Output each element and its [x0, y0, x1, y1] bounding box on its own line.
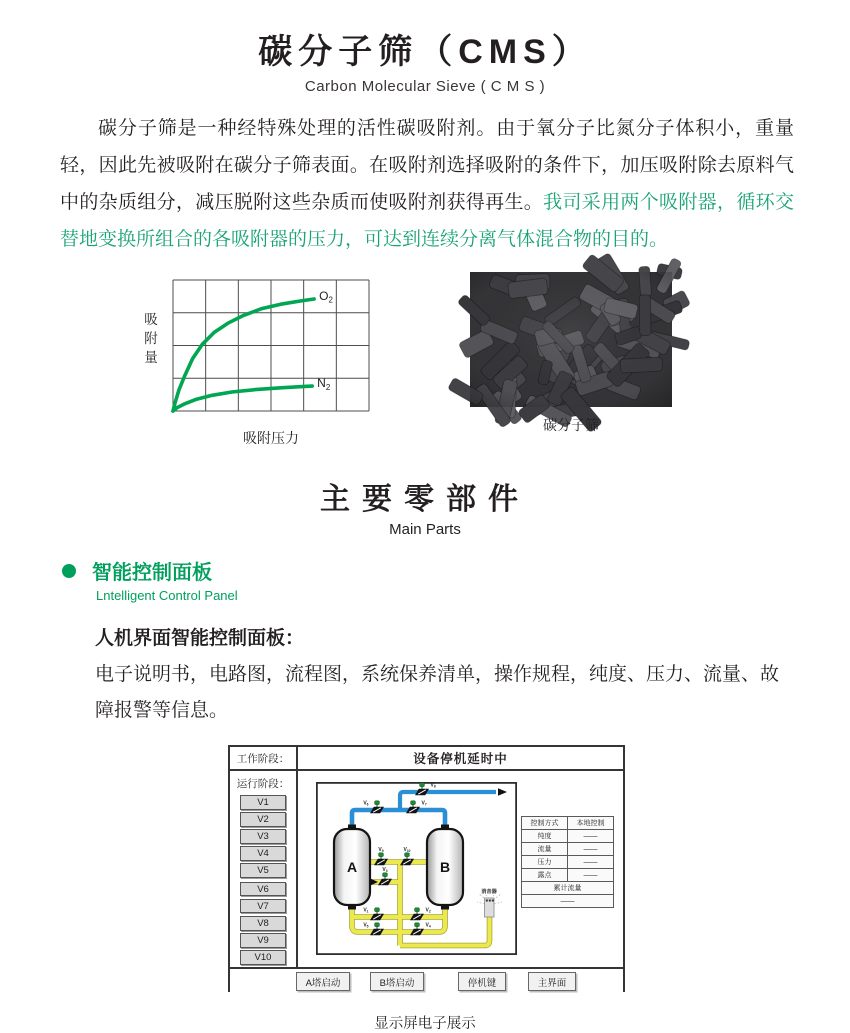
- valve-sidebar: [230, 771, 298, 967]
- control-table-cell: ——: [568, 830, 614, 843]
- valve-label-v5: $V_5$: [363, 922, 369, 929]
- silencer-label: 消音器: [481, 889, 497, 895]
- valve-button-v7[interactable]: V7: [240, 899, 286, 914]
- chart-y-axis-label: 吸附量: [144, 312, 158, 365]
- panel-desc-title: 人机界面智能控制面板：: [95, 628, 305, 649]
- tower-b-start-button[interactable]: B塔启动: [370, 972, 424, 991]
- tower-b-label: B: [439, 859, 451, 875]
- page-subtitle: Carbon Molecular Sieve ( C M S ): [304, 78, 546, 95]
- control-table-cell: 控制方式: [522, 817, 568, 830]
- valve-button-v8[interactable]: V8: [240, 916, 286, 931]
- hmi-panel: [228, 745, 625, 992]
- valve-button-v1[interactable]: V1: [240, 795, 286, 810]
- valve-button-v2[interactable]: V2: [240, 812, 286, 827]
- curve-o2: [173, 299, 314, 411]
- series-label-o2: $O_2$: [319, 288, 333, 305]
- intro-text: 碳分子筛是一种经特殊处理的活性碳吸附剂。由于氧分子比氮分子体积小，重量轻，因此先被吸附在碳分子筛表面。在吸附剂选择吸附的条件下，加压吸附除去原料气中的杂质组分，减压脱附这些杂质而使吸附剂获得再生。: [60, 118, 794, 213]
- control-table-cell: ——: [568, 843, 614, 856]
- subsection-heading-row: [62, 556, 850, 585]
- run-phase-label: 运行阶段：: [236, 778, 290, 790]
- panel-footer: [230, 967, 623, 994]
- valve-button-v3[interactable]: V3: [240, 829, 286, 844]
- main-screen-button[interactable]: 主界面: [528, 972, 576, 991]
- control-table-span-cell: ——: [522, 895, 614, 908]
- product-photo: [470, 272, 672, 407]
- valve-button-v9[interactable]: V9: [240, 933, 286, 948]
- control-table: [521, 816, 614, 908]
- piping-diagram: [316, 782, 517, 955]
- main-parts-subtitle: Main Parts: [389, 521, 461, 538]
- tower-b: [427, 825, 463, 910]
- control-table-span-cell: 累计流量: [522, 882, 614, 895]
- control-table-cell: ——: [568, 856, 614, 869]
- valve-label-v10: $V_{10}$: [403, 847, 411, 854]
- intro-highlight: 我司采用两个吸附器，循环交替地变换所组合的各吸附器的压力，可达到连续分离气体混合物的目的。: [60, 192, 794, 250]
- valve-label-v2: $V_2$: [425, 907, 431, 914]
- intro-paragraph: [60, 110, 794, 258]
- chart-x-axis-label: 吸附压力: [243, 430, 299, 446]
- panel-desc-body: 电子说明书，电路图，流程图，系统保养清单，操作规程，纯度、压力、流量、故障报警等信息。: [95, 664, 780, 721]
- tower-a-start-button[interactable]: A塔启动: [296, 972, 350, 991]
- curve-n2: [173, 386, 312, 411]
- valve-label-v9: $V_9$: [378, 847, 384, 854]
- tower-a: [334, 825, 370, 910]
- control-table-cell: 露点: [522, 869, 568, 882]
- valve-button-v10[interactable]: V10: [240, 950, 286, 965]
- valve-label-v4: $V_4$: [425, 922, 431, 929]
- valve-button-v5[interactable]: V5: [240, 863, 286, 878]
- panel-description: [95, 621, 795, 729]
- adsorption-chart: [127, 272, 397, 420]
- control-table-cell: 压力: [522, 856, 568, 869]
- product-photo-block: [470, 272, 672, 435]
- status-title: 设备停机延时中: [298, 747, 623, 771]
- stop-button[interactable]: 停机键: [458, 972, 506, 991]
- valve-label-v8: $V_8$: [430, 782, 436, 789]
- control-panel-subheading: Lntelligent Control Panel: [96, 588, 238, 603]
- tower-a-label: A: [346, 859, 358, 875]
- valve-button-list: [230, 795, 296, 965]
- valve-label-v3: $V_3$: [382, 867, 388, 874]
- control-table-cell: 纯度: [522, 830, 568, 843]
- control-table-cell: ——: [568, 869, 614, 882]
- valve-button-v6[interactable]: V6: [240, 882, 286, 897]
- control-table-cell: 流量: [522, 843, 568, 856]
- work-phase-label: 工作阶段：: [230, 747, 298, 771]
- page-title: 碳分子筛（CMS）: [258, 33, 592, 71]
- figures-row: [127, 272, 850, 448]
- valve-label-v7: $V_7$: [421, 800, 427, 807]
- hmi-panel-wrap: [228, 745, 625, 992]
- photo-caption: 碳分子筛: [543, 417, 599, 433]
- control-table-cell: 本地控制: [568, 817, 614, 830]
- valve-label-v6: $V_6$: [363, 800, 369, 807]
- series-label-n2: $N_2$: [317, 376, 331, 392]
- panel-caption: 显示屏电子展示: [374, 1016, 476, 1032]
- valve-button-v4[interactable]: V4: [240, 846, 286, 861]
- adsorption-chart-block: [127, 272, 397, 448]
- control-panel-heading: 智能控制面板: [92, 562, 212, 584]
- main-parts-title: 主要零部件: [320, 483, 530, 516]
- bullet-icon: [62, 564, 76, 578]
- hmi-main-area: [298, 771, 623, 967]
- valve-label-v1: $V_1$: [363, 907, 369, 914]
